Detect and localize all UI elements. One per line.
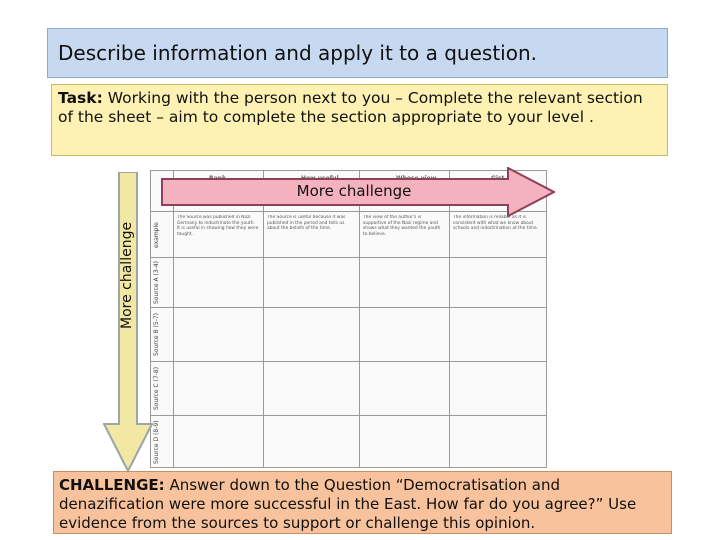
worksheet-row-label: Source A (3-4) xyxy=(153,260,160,304)
worksheet-row-label: Source B (5-7) xyxy=(153,312,160,356)
page-title: Describe information and apply it to a question. xyxy=(58,41,537,65)
task-text: Working with the person next to you – Complete the relevant section of the sheet – aim to complete the section appropriate to your level . xyxy=(58,89,643,126)
worksheet-example-cell: The Source is useful because it was published in the period and tells us about the beliefs of the time. xyxy=(267,215,346,232)
challenge-label: CHALLENGE: xyxy=(59,476,165,494)
challenge-text: Answer down to the Question “Democratisation and denazification were more successful in the East. How far do you agree?” Use evidence from the sources to support or challenge this opinion. xyxy=(59,476,637,532)
worksheet-example-cell: The view of the author's is supportive of the Nazi regime and shows what they wanted the youth to believe. xyxy=(363,215,441,237)
task-label: Task: xyxy=(58,89,103,107)
worksheet-row-label: Source D (8-9) xyxy=(153,420,160,464)
worksheet-row-label: example xyxy=(153,222,160,248)
vertical-challenge-label: More challenge xyxy=(119,221,135,329)
worksheet-row-label: Source C (7-8) xyxy=(153,366,160,410)
worksheet-example-cell: The Source was published in Nazi Germany to indoctrinate the youth. It is useful in showing how they were taught. xyxy=(177,215,259,237)
title-banner xyxy=(47,28,668,78)
horizontal-challenge-label: More challenge xyxy=(296,182,412,200)
task-box xyxy=(51,84,668,156)
worksheet-example-cell: The information is reliable as it is consistent with what we know about schools and indoctrination at the time. xyxy=(453,215,539,232)
challenge-box xyxy=(53,471,672,534)
